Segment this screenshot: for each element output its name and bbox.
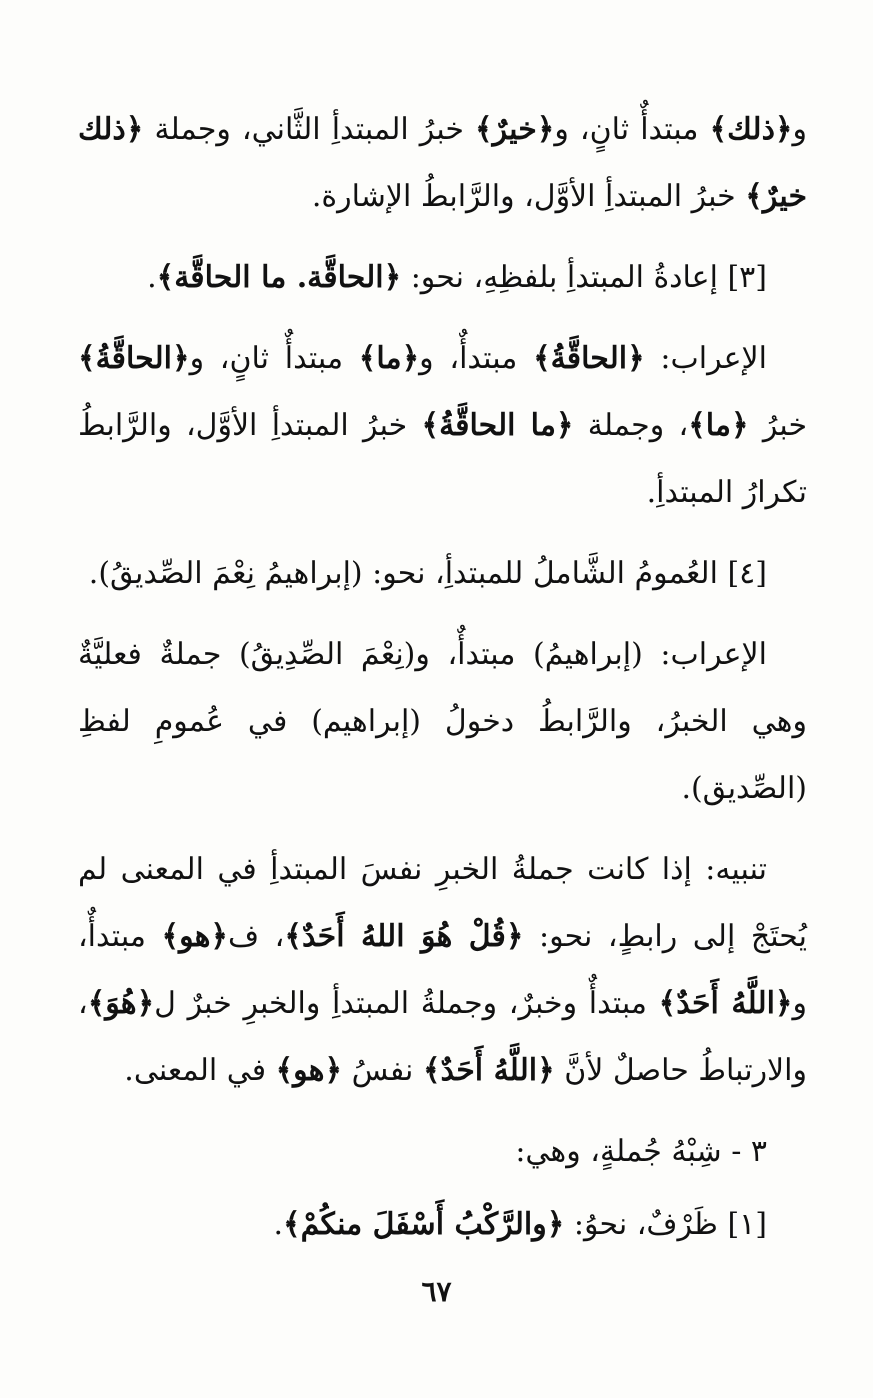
paragraph [78, 1191, 807, 1258]
text-run: و [792, 112, 808, 147]
text-run: خبرُ المبتدأِ الثَّاني، وجملة [143, 112, 476, 147]
text-run: ٣ - شِبْهُ جُملةٍ، وهي: [515, 1134, 767, 1169]
text-run: مبتدأٌ وخبرٌ، وجملةُ المبتدأِ والخبرِ خبرٌ ل [154, 986, 659, 1021]
quoted-term: ﴿ما الحاقَّةُ﴾ [421, 408, 574, 443]
quoted-term: ﴿اللَّهُ أَحَدٌ﴾ [658, 986, 793, 1021]
text-run: خبرُ [748, 408, 808, 443]
quoted-term: ﴿الحاقَّةُ﴾ [533, 341, 645, 376]
quoted-term: ﴿هُوَ﴾ [87, 986, 155, 1021]
quoted-term: ﴿ما﴾ [688, 408, 749, 443]
text-run: الإعراب: [644, 341, 767, 376]
text-run: ، وجملة [573, 408, 689, 443]
text-run: الإعراب: (إبراهيمُ) مبتدأٌ، و(نِعْمَ الصِّدِيقُ) جملةٌ فعليَّةٌ وهي الخبرُ، والرَّابطُ دخولُ (إبراهيم) في عُمومِ لفظِ (الصِّديق). [78, 637, 807, 806]
quoted-term: ﴿الحاقَّةُ﴾ [78, 341, 190, 376]
text-run: ، ف [228, 919, 285, 954]
quoted-term: ﴿ذلك خيرٌ﴾ [78, 112, 807, 214]
quoted-term: ﴿هو﴾ [161, 919, 228, 954]
text-run: خبرُ المبتدأِ الأوَّل، والرَّابطُ الإشارة. [311, 179, 746, 214]
paragraph [78, 244, 807, 311]
quoted-term: ﴿هو﴾ [275, 1053, 343, 1088]
paragraph [78, 96, 807, 230]
text-run: تنبيه: إذا كانت جملةُ الخبرِ نفسَ المبتدأِ في المعنى لم يُحتَجْ إلى رابطٍ، نحو: [78, 852, 807, 954]
text-run: . [273, 1207, 283, 1242]
text-run: نفسُ [342, 1053, 423, 1088]
paragraph [78, 540, 807, 607]
text-run: مبتدأٌ، و [419, 341, 534, 376]
text-run: مبتدأٌ ثانٍ، و [554, 112, 710, 147]
quoted-term: ﴿الحاقَّة. ما الحاقَّة﴾ [156, 260, 402, 295]
quoted-term: ﴿ذلك﴾ [709, 112, 793, 147]
paragraph [78, 836, 807, 1104]
paragraph [78, 325, 807, 526]
quoted-term: ﴿خيرٌ﴾ [475, 112, 555, 147]
quoted-term: ﴿ما﴾ [358, 341, 420, 376]
text-run: [١] ظَرْفٌ، نحوُ: [564, 1207, 767, 1242]
text-run: ، والارتباطُ حاصلٌ لأنَّ [78, 986, 807, 1088]
text-run: مبتدأٌ، و [78, 919, 807, 1021]
page-body [78, 96, 807, 1264]
text-run: [٣] إعادةُ المبتدأِ بلفظِهِ، نحو: [401, 260, 767, 295]
quoted-term: ﴿قُلْ هُوَ اللهُ أَحَدٌ﴾ [284, 919, 524, 954]
text-run: مبتدأٌ ثانٍ، و [189, 341, 359, 376]
quoted-term: ﴿والرَّكْبُ أَسْفَلَ منكُمْ﴾ [282, 1207, 565, 1242]
text-run: في المعنى. [124, 1053, 276, 1088]
quoted-term: ﴿اللَّهُ أَحَدٌ﴾ [422, 1053, 555, 1088]
text-run: . [147, 260, 157, 295]
text-run: خبرُ المبتدأِ الأوَّل، والرَّابطُ تكرارُ المبتدأِ. [78, 408, 807, 510]
paragraph [78, 1118, 807, 1185]
paragraph [78, 621, 807, 822]
text-run: [٤] العُمومُ الشَّاملُ للمبتدأِ، نحو: (إبراهيمُ نِعْمَ الصِّديقُ). [88, 556, 767, 591]
page-number: ٦٧ [421, 1275, 452, 1308]
